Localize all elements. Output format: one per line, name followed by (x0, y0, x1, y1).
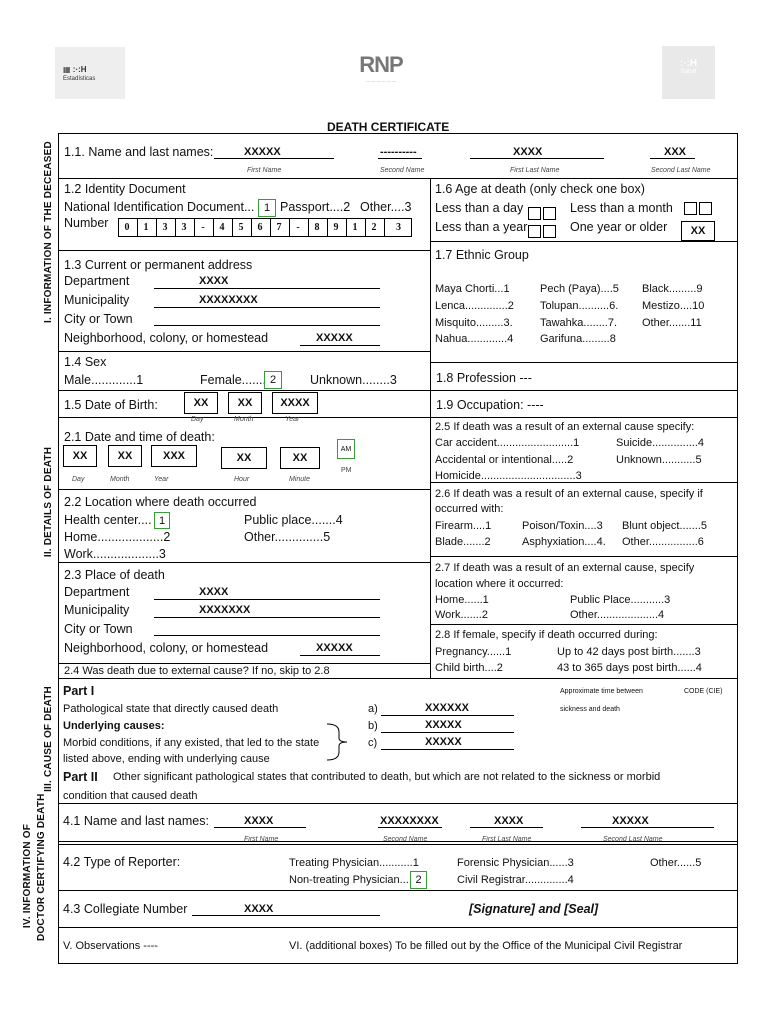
external-cause-title: 2.5 If death was a result of an external cause specify: (435, 421, 695, 433)
location-selected[interactable]: 1 (154, 512, 170, 529)
underlying-label: Underlying causes: (63, 720, 165, 732)
place-department: XXXX (199, 586, 229, 598)
place-neighborhood: XXXXX (316, 642, 353, 654)
profession-field: 1.8 Profession --- (436, 371, 532, 385)
id-document-title: 1.2 Identity Document (64, 182, 186, 196)
doctor-name-label: 4.1 Name and last names: (63, 814, 209, 828)
id-passport-option: Passport....2 (280, 200, 351, 214)
reporter-type-label: 4.2 Type of Reporter: (63, 855, 181, 869)
sex-title: 1.4 Sex (64, 355, 107, 369)
female-title: 2.8 If female, specify if death occurred during: (435, 629, 658, 641)
section-label-doctor-1: IV. INFORMATION OF (22, 823, 33, 929)
am-selected[interactable]: AM (337, 439, 355, 459)
signature-seal: [Signature] and [Seal] (469, 902, 599, 916)
death-year[interactable]: XXX (151, 445, 197, 467)
id-type-selected[interactable]: 1 (258, 199, 276, 217)
part-two-label: Part II (63, 770, 98, 784)
dob-year[interactable]: XXXX (272, 392, 318, 414)
part-one-label: Part I (63, 684, 95, 698)
section-label-cause: III. CAUSE OF DEATH (43, 686, 54, 792)
document-title: DEATH CERTIFICATE (327, 120, 450, 134)
age-value-box[interactable]: XX (681, 221, 715, 241)
collegiate-number: XXXX (244, 903, 274, 915)
observations-field: V. Observations ---- (63, 940, 158, 952)
section-label-doctor-2: DOCTOR CERTIFYING DEATH (36, 793, 47, 941)
rnp-logo: RNP — — — — — — (359, 52, 403, 83)
reporter-selected[interactable]: 2 (410, 871, 427, 889)
estadisticas-logo: ▦ :·:H Estadísticas (55, 47, 125, 99)
dob-day[interactable]: XX (184, 392, 218, 414)
ethnic-title: 1.7 Ethnic Group (435, 248, 529, 262)
sex-selected[interactable]: 2 (264, 371, 282, 389)
death-hour[interactable]: XX (221, 447, 267, 469)
registrar-note: VI. (additional boxes) To be filled out by the Office of the Municipal Civil Registrar (289, 940, 683, 952)
external-cause-question: 2.4 Was death due to external cause? If no, skip to 2.8 (64, 665, 330, 677)
age-year-box[interactable] (528, 225, 541, 238)
id-other-option: Other....3 (360, 200, 412, 214)
section-label-deceased: I. INFORMATION OF THE DECEASED (43, 141, 54, 323)
death-month[interactable]: XX (108, 445, 142, 467)
death-datetime-label: 2.1 Date and time of death: (64, 430, 215, 444)
address-municipality: XXXXXXXX (199, 294, 258, 306)
deceased-second-last-name: XXX (664, 146, 687, 158)
dob-month[interactable]: XX (228, 392, 262, 414)
address-department: XXXX (199, 275, 229, 287)
address-title: 1.3 Current or permanent address (64, 258, 253, 272)
deceased-second-name: ---------- (380, 146, 417, 158)
id-national-option: National Identification Document... (64, 200, 255, 214)
deceased-first-last-name: XXXX (513, 146, 543, 158)
address-neighborhood: XXXXX (316, 332, 353, 344)
id-number-label: Number (64, 216, 109, 230)
id-number-cells[interactable]: 0 1 3 3 - 4 5 6 7 - 8 9 1 2 3 (118, 218, 412, 237)
salud-logo: :·:H Salud (662, 46, 715, 99)
cause-a-value: XXXXXX (425, 702, 470, 714)
death-location-title: 2.2 Location where death occurred (64, 495, 257, 509)
occupation-field: 1.9 Occupation: ---- (436, 398, 544, 412)
external-with-title: 2.6 If death was a result of an external cause, specify if (435, 488, 703, 500)
deceased-first-name: XXXXX (244, 146, 281, 158)
doctor-second-last-name: XXXXX (612, 815, 649, 827)
deceased-name-label: 1.1. Name and last names: (64, 145, 214, 159)
brace-icon (325, 722, 355, 762)
death-day[interactable]: XX (63, 445, 97, 467)
age-title: 1.6 Age at death (only check one box) (435, 182, 645, 196)
doctor-first-name: XXXX (244, 815, 274, 827)
place-municipality: XXXXXXX (199, 604, 251, 616)
cause-b-value: XXXXX (425, 719, 462, 731)
collegiate-label: 4.3 Collegiate Number (63, 902, 188, 916)
dob-label: 1.5 Date of Birth: (64, 398, 158, 412)
place-of-death-title: 2.3 Place of death (64, 568, 165, 582)
cause-c-value: XXXXX (425, 736, 462, 748)
doctor-first-last-name: XXXX (494, 815, 524, 827)
age-day-box[interactable] (528, 207, 541, 220)
doctor-second-name: XXXXXXXX (380, 815, 439, 827)
death-minute[interactable]: XX (280, 447, 320, 469)
external-where-title: 2.7 If death was a result of an external cause, specify (435, 562, 695, 574)
age-month-box[interactable] (684, 202, 697, 215)
section-label-details: II. DETAILS OF DEATH (43, 446, 54, 558)
